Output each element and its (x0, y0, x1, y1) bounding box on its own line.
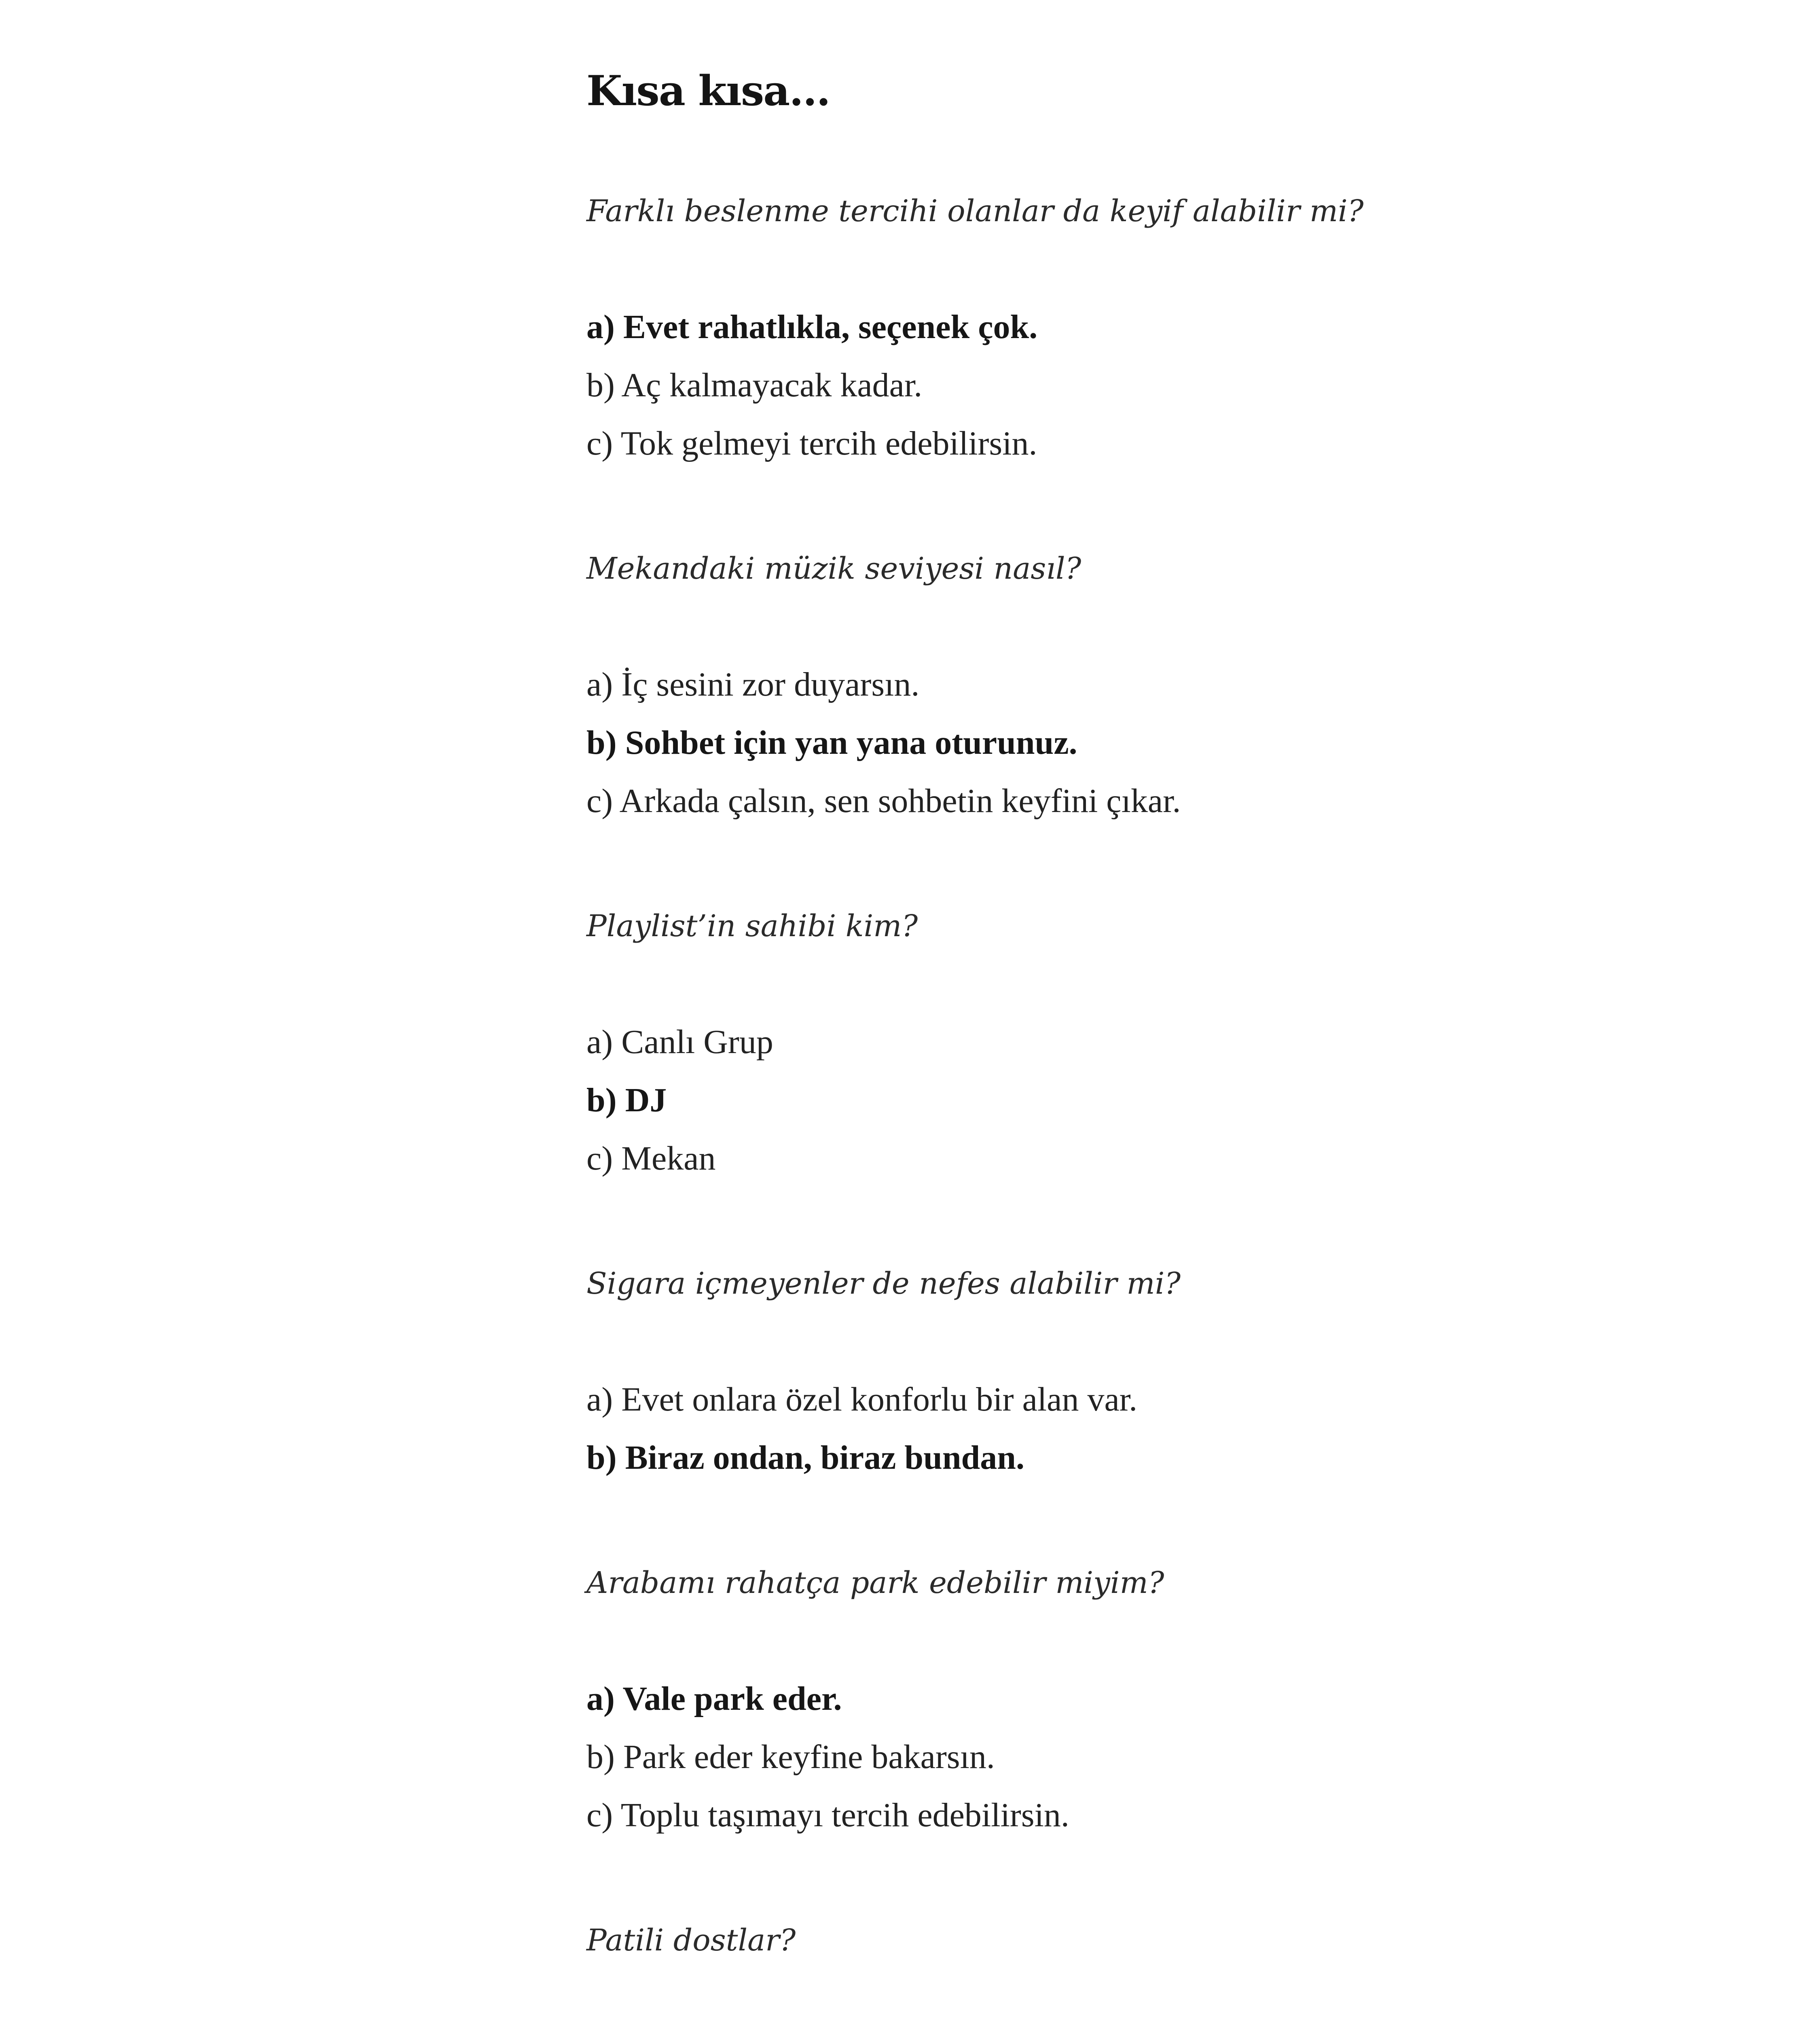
question-text: Patili dostlar? (586, 1923, 796, 1958)
answer-option-selected: a) Evet rahatlıkla, seçenek çok. (586, 308, 1038, 346)
question-block (586, 1911, 1436, 2022)
answer-list (586, 656, 1436, 830)
page-title: Kısa kısa... (586, 67, 830, 115)
answer-option: a) Evet onlara özel konforlu bir alan var. (586, 1381, 1138, 1418)
answer-list (586, 1670, 1436, 1844)
answer-option-selected: b) Biraz ondan, biraz bundan. (586, 1439, 1024, 1476)
question-block (586, 1254, 1436, 1554)
answer-option: c) Arkada çalsın, sen sohbetin keyfini çıkar. (586, 782, 1181, 820)
question-text: Playlist’in sahibi kim? (586, 909, 918, 943)
question-text: Mekandaki müzik seviyesi nasıl? (586, 551, 1081, 586)
answer-list (586, 1013, 1436, 1188)
answer-option: c) Tok gelmeyi tercih edebilirsin. (586, 425, 1037, 462)
question-list (586, 182, 1436, 2022)
quiz-article (586, 59, 1436, 2022)
answer-option-selected: b) Sohbet için yan yana oturunuz. (586, 724, 1077, 761)
answer-option: c) Toplu taşımayı tercih edebilirsin. (586, 1796, 1069, 1834)
answer-option: c) Mekan (586, 1140, 716, 1177)
answer-option: b) Aç kalmayacak kadar. (586, 366, 923, 404)
answer-option: b) Park eder keyfine bakarsın. (586, 1738, 995, 1776)
answer-option-selected: b) DJ (586, 1081, 667, 1119)
question-text: Farklı beslenme tercihi olanlar da keyif alabilir mi? (586, 194, 1364, 228)
question-text: Arabamı rahatça park edebilir miyim? (586, 1565, 1164, 1600)
question-block (586, 897, 1436, 1254)
answer-option: a) Canlı Grup (586, 1023, 773, 1061)
question-text: Sigara içmeyenler de nefes alabilir mi? (586, 1266, 1181, 1301)
question-block (586, 539, 1436, 897)
answer-option-selected: a) Vale park eder. (586, 1680, 842, 1717)
answer-list (586, 298, 1436, 473)
question-block (586, 1554, 1436, 1911)
answer-option: a) İç sesini zor duyarsın. (586, 666, 920, 703)
question-block (586, 182, 1436, 539)
answer-list (586, 1371, 1436, 1487)
